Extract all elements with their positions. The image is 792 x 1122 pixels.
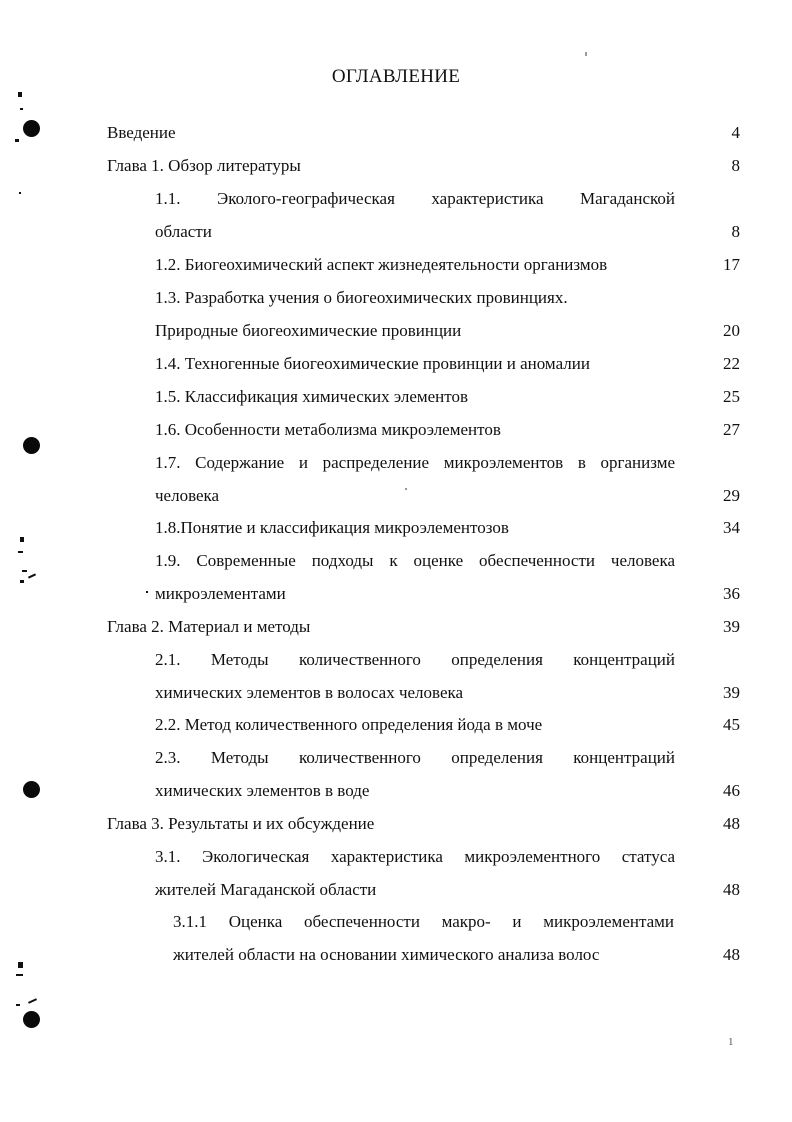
punch-hole (23, 781, 40, 798)
folio-number: 1 (728, 1036, 734, 1048)
scan-speck (18, 551, 23, 553)
page-title: ОГЛАВЛЕНИЕ (331, 66, 461, 87)
toc-entry-text: Глава 3. Результаты и их обсуждение (107, 814, 375, 833)
scan-speck (18, 92, 22, 97)
toc-entry-section-1-3[interactable] (155, 281, 695, 347)
toc-entry-text: 1.5. Классификация химических элементов (155, 387, 469, 406)
toc-page-number: 8 (731, 156, 740, 175)
scan-speck (28, 998, 37, 1004)
toc-page-number: 8 (731, 222, 740, 241)
toc-entry-chapter-2[interactable] (107, 610, 647, 643)
toc-entry-text: Введение (107, 123, 176, 142)
toc-page-number: 39 (723, 683, 740, 702)
toc-page-number: 48 (723, 814, 740, 833)
toc-page-number: 39 (723, 617, 740, 636)
toc-page-number: 46 (723, 781, 740, 800)
toc-entry-section-1-7[interactable] (155, 446, 675, 512)
toc-page-number: 25 (723, 387, 740, 406)
toc-entry-text-line-1: 1.1. Эколого-географическая характеристика Магаданской (155, 189, 675, 208)
toc-entry-text: 1.4. Техногенные биогеохимические провинции и аномалии (155, 354, 590, 373)
scan-speck (19, 192, 21, 194)
scan-speck (20, 537, 24, 542)
toc-page-number: 27 (723, 420, 740, 439)
toc-entry-text-line-2: химических элементов в воде (155, 781, 370, 800)
toc-entry-text: Глава 1. Обзор литературы (107, 156, 301, 175)
toc-entry-text: 1.6. Особенности метаболизма микроэлементов (155, 420, 501, 439)
toc-entry-section-3-1[interactable] (155, 840, 675, 906)
toc-entry-text: 2.2. Метод количественного определения йода в моче (155, 715, 543, 734)
scan-speck (28, 573, 36, 578)
toc-entry-text-line-2: Природные биогеохимические провинции (155, 321, 462, 340)
toc-entry-section-1-4[interactable] (155, 347, 695, 380)
toc-entry-section-1-8[interactable] (155, 511, 695, 544)
toc-entry-text-line-2: химических элементов в волосах человека (155, 683, 464, 702)
toc-entry-section-1-6[interactable] (155, 413, 695, 446)
punch-hole (23, 1011, 40, 1028)
scan-speck (15, 139, 19, 142)
scan-speck (18, 962, 23, 968)
scan-speck (20, 580, 24, 583)
scan-speck (22, 570, 27, 572)
toc-entry-text-line-1: 3.1. Экологическая характеристика микроэлементного статуса (155, 847, 675, 866)
punch-hole (23, 120, 40, 137)
toc-page-number: 48 (723, 945, 740, 964)
toc-page-number: 48 (723, 880, 740, 899)
toc-entry-text: 1.2. Биогеохимический аспект жизнедеятельности организмов (155, 255, 608, 274)
toc-page-number: 20 (723, 321, 740, 340)
toc-entry-section-2-3[interactable] (155, 741, 675, 807)
toc-entry-section-1-2[interactable] (155, 248, 695, 281)
toc-entry-text-line-1: 1.3. Разработка учения о биогеохимических провинциях. (155, 288, 568, 307)
toc-page-number: 34 (723, 518, 740, 537)
toc-page-number: 17 (723, 255, 740, 274)
toc-entry-chapter-1[interactable] (107, 149, 647, 182)
scan-speck (16, 1004, 20, 1006)
toc-entry-introduction[interactable] (107, 116, 647, 149)
toc-page-number: 4 (731, 123, 740, 142)
toc-entry-text-line-1: 1.9. Современные подходы к оценке обеспеченности человека (155, 551, 675, 570)
toc-entry-chapter-3[interactable] (107, 807, 647, 840)
toc-entry-section-2-2[interactable] (155, 708, 695, 741)
scan-speck (585, 52, 587, 56)
toc-entry-section-2-1[interactable] (155, 643, 675, 709)
toc-entry-text-line-2: человека (155, 486, 220, 505)
toc-entry-text: 1.8.Понятие и классификация микроэлементозов (155, 518, 509, 537)
toc-entry-text-line-2: жителей области на основании химического анализа волос (173, 945, 600, 964)
toc-entry-section-1-1[interactable] (155, 182, 675, 248)
toc-page-number: 45 (723, 715, 740, 734)
scan-speck (405, 488, 407, 490)
toc-entry-text-line-1: 2.1. Методы количественного определения концентраций (155, 650, 675, 669)
toc-entry-text-line-1: 2.3. Методы количественного определения концентраций (155, 748, 675, 767)
toc-entry-text-line-1: 3.1.1 Оценка обеспеченности макро- и микроэлементами (173, 912, 674, 931)
punch-hole (23, 437, 40, 454)
toc-page-number: 29 (723, 486, 740, 505)
toc-entry-text-line-1: 1.7. Содержание и распределение микроэлементов в организме (155, 453, 675, 472)
scan-speck (146, 591, 148, 593)
toc-page-number: 36 (723, 584, 740, 603)
toc-page-number: 22 (723, 354, 740, 373)
scan-speck (16, 974, 23, 976)
toc-entry-section-1-9[interactable] (155, 544, 675, 610)
toc-entry-text-line-2: области (155, 222, 212, 241)
toc-entry-section-1-5[interactable] (155, 380, 695, 413)
toc-entry-section-3-1-1[interactable] (173, 905, 674, 971)
toc-entry-text-line-2: жителей Магаданской области (155, 880, 377, 899)
toc-entry-text-line-2: микроэлементами (155, 584, 286, 603)
toc-entry-text: Глава 2. Материал и методы (107, 617, 311, 636)
scan-speck (20, 108, 23, 110)
